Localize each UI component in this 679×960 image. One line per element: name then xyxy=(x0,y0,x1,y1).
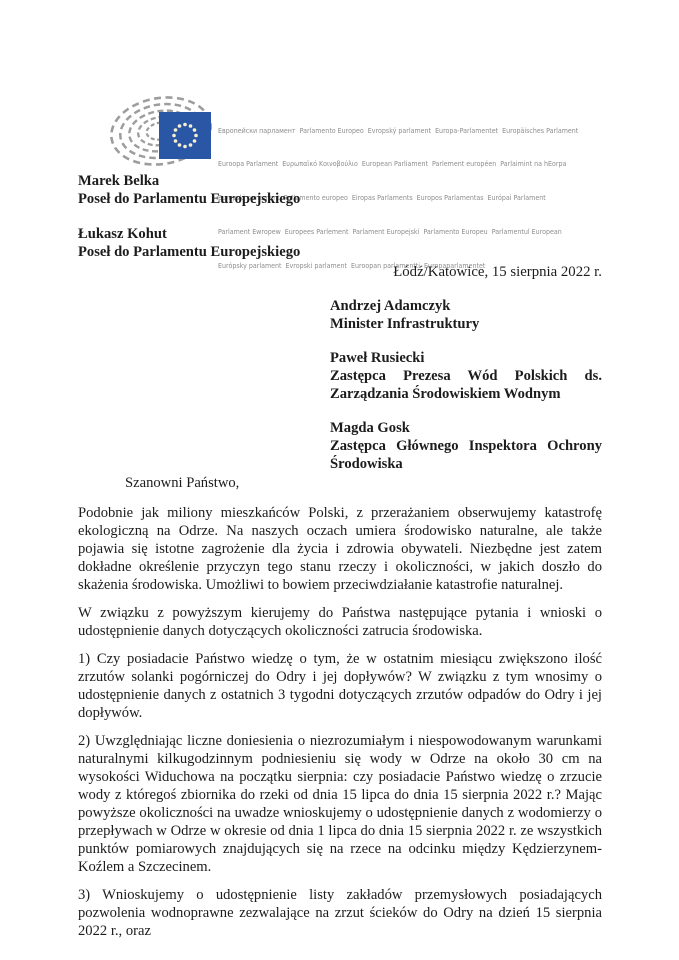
recipient-entry xyxy=(330,419,602,473)
recipient-block xyxy=(330,297,602,489)
salutation: Szanowni Państwo, xyxy=(125,475,240,491)
paragraph: 1) Czy posiadacie Państwo wiedzę o tym, że w ostatnim miesiącu zwiększono ilość zrzutów solanki pogórniczej do Odry i jej dopływów? W związku z tym wnosimy o udostępnienie danych z ostatnich 3 tygodni dotyczących zrzutów odpadów do Odry i jej dopływów. xyxy=(78,651,602,721)
recipient-name: Paweł Rusiecki xyxy=(330,350,425,366)
language-line: Europski parlament Parlamento europeo Eiropas Parlaments Europos Parlamentas Európai Parlament xyxy=(218,193,546,203)
sender-entry xyxy=(78,225,300,261)
sender-entry xyxy=(78,172,300,208)
sender-name: Marek Belka xyxy=(78,173,160,189)
recipient-entry xyxy=(330,297,602,333)
recipient-name: Magda Gosk xyxy=(330,420,410,436)
recipient-name: Andrzej Adamczyk xyxy=(330,298,451,314)
eu-flag-icon xyxy=(159,112,211,159)
paragraph: 2) Uwzględniając liczne doniesienia o niezrozumiałym i niespowodowanym warunkami naturalnymi kilkugodzinnym podniesieniu się wody w Odrze na około 30 cm na wysokości Widuchowa na początku sierpnia: czy posiadacie Państwo wiedzę o zrzucie wody z któregoś zbiornika do rzeki od dnia 15 lipca do dnia 15 sierpnia 2022 r.? Mając powyższe okoliczności na uwadze wnioskujemy o udostępnienie danych z wodomierzy o przepływach w Odrze w okresie od dnia 1 lipca do dnia 15 sierpnia 2022 r. ze wszystkich punktów pomiarowych znajdujących się na rzece na odcinku między Kędzierzynem-Koźlem a Szczecinem. xyxy=(78,733,602,875)
language-line: Parlament Ewropew Europees Parlement Parlament Europejski Parlamento Europeu Parlamentul European xyxy=(218,227,562,237)
paragraph: W związku z powyższym kierujemy do Państwa następujące pytania i wnioski o udostępnienie danych dotyczących okoliczności zatrucia środowiska. xyxy=(78,605,602,639)
european-parliament-logo xyxy=(106,95,216,170)
recipient-title: Zastępca Głównego Inspektora Ochrony Środowiska xyxy=(330,438,602,472)
sender-block xyxy=(78,172,300,278)
paragraph: Podobnie jak miliony mieszkańców Polski, z przerażaniem obserwujemy katastrofę ekologiczną na Odrze. Na naszych oczach umiera środowisko naturalne, ale także pojawia się istotne zagrożenie dla życia i zdrowia obywateli. Niezbędne jest zatem dokładne określenie przyczyn tego stanu rzeczy i okoliczności, w jakich doszło do skażenia środowiska. Umożliwi to bowiem przeciwdziałanie katastrofie naturalnej. xyxy=(78,505,602,593)
language-line: Европейски парламент Parlamento Europeo Evropský parlament Europa-Parlamentet Europäisches Parlament xyxy=(218,125,579,135)
recipient-title: Zastępca Prezesa Wód Polskich ds. Zarządzania Środowiskiem Wodnym xyxy=(330,368,602,402)
letter-body xyxy=(78,474,602,950)
sender-name: Łukasz Kohut xyxy=(78,226,167,242)
paragraph: 3) Wnioskujemy o udostępnienie listy zakładów przemysłowych posiadających pozwolenia wodnoprawne zezwalające na zrzut ścieków do Odry na dzień 15 sierpnia 2022 r., oraz xyxy=(78,887,602,939)
recipient-title: Minister Infrastruktury xyxy=(330,316,480,332)
sender-title: Poseł do Parlamentu Europejskiego xyxy=(78,191,301,207)
language-line: Euroopa Parlament Ευρωπαϊκό Κοινοβούλιο European Parliament Parlement européen Parlaimint na hEorpa xyxy=(218,159,567,169)
recipient-entry xyxy=(330,349,602,403)
sender-title: Poseł do Parlamentu Europejskiego xyxy=(78,244,301,260)
language-line: Európsky parlament Evropski parlament Euroopan parlamentti Europaparlamentet xyxy=(218,261,486,271)
ep-hemicycle-icon xyxy=(106,95,216,170)
dateline: Łódź/Katowice, 15 sierpnia 2022 r. xyxy=(393,264,602,280)
